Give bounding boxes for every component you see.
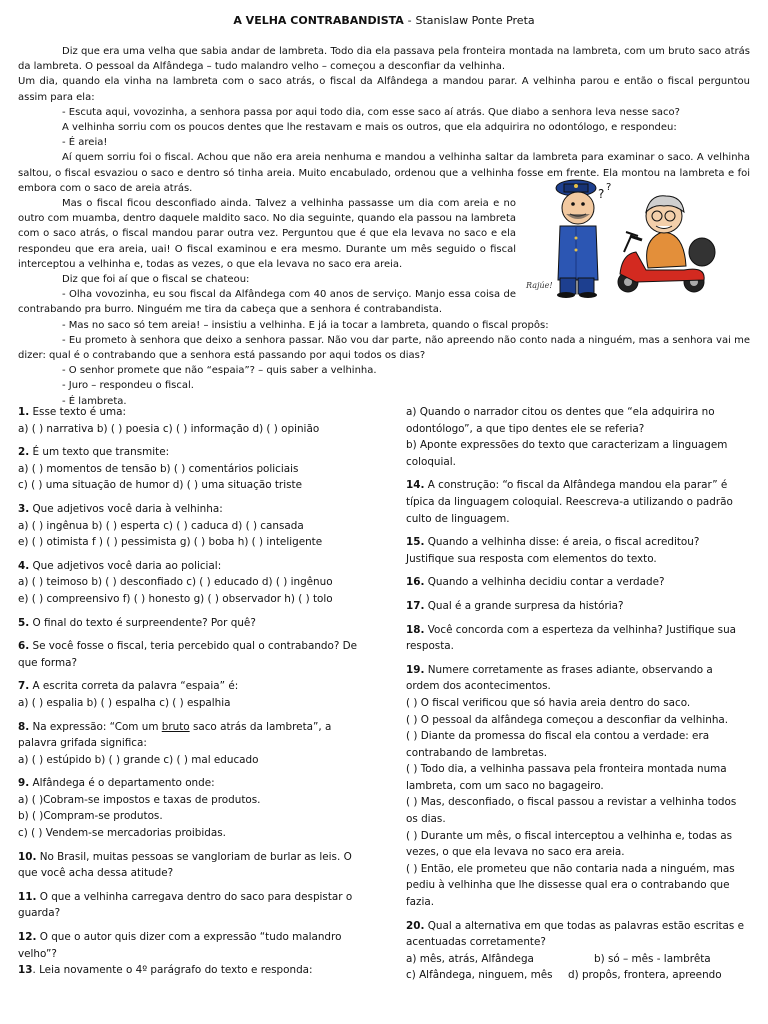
question-text: Alfândega é o departamento onde: bbox=[29, 777, 215, 790]
question-text: Que adjetivos você daria ao policial: bbox=[29, 559, 222, 572]
question-text: Quando a velhinha disse: é areia, o fiscal acreditou? Justifique sua resposta com elementos do texto. bbox=[406, 536, 700, 565]
answer-option-c: c) Alfândega, ninguem, mês bbox=[406, 969, 553, 982]
question-number: 10. bbox=[18, 850, 37, 863]
answer-options: a) ( )Cobram-se impostos e taxas de produtos. bbox=[18, 793, 261, 806]
question-10 bbox=[18, 849, 358, 882]
question-number: 18. bbox=[406, 623, 425, 636]
question-number: 13 bbox=[18, 964, 33, 977]
question-9 bbox=[18, 775, 358, 841]
story-paragraph: Diz que era uma velha que sabia andar de lambreta. Todo dia ela passava pela fronteira montada na lambreta, com um bruto saco atrás da lambreta. O pessoal da Alfândega – tudo malandro velho – começou a desconfiar da velhinha. bbox=[18, 46, 750, 73]
question-number: 8. bbox=[18, 720, 30, 733]
question-text: O que o autor quis dizer com a expressão “tudo malandro velho”? bbox=[18, 931, 342, 960]
question-text: O final do texto é surpreendente? Por quê? bbox=[29, 616, 256, 629]
ordering-item: ( ) Mas, desconfiado, o fiscal passou a revistar a velhinha todos os dias. bbox=[406, 796, 737, 826]
question-text: a) Quando o narrador citou os dentes que “ela adquirira no odontólogo”, a que tipo dentes ele se referia? bbox=[406, 406, 715, 435]
answer-options: c) ( ) uma situação de humor d) ( ) uma situação triste bbox=[18, 479, 302, 492]
underlined-word: bruto bbox=[161, 720, 190, 733]
story-dialogue: - É lambreta. bbox=[62, 395, 127, 407]
question-14 bbox=[406, 477, 746, 527]
question-6 bbox=[18, 638, 358, 671]
answer-option-a: a) mês, atrás, Alfândega bbox=[406, 952, 534, 965]
answer-option-d: d) propôs, frontera, apreendo bbox=[568, 969, 722, 982]
question-text: A construção: “o fiscal da Alfândega mandou ela parar” é típica da linguagem coloquial. Reescreva-a utilizando o padrão culto de linguagem. bbox=[406, 479, 733, 525]
svg-text:?: ? bbox=[598, 187, 605, 201]
answer-options: a) ( ) ingênua b) ( ) esperta c) ( ) caduca d) ( ) cansada bbox=[18, 519, 304, 532]
story-paragraph: Diz que foi aí que o fiscal se chateou: bbox=[62, 274, 250, 286]
question-text: Se você fosse o fiscal, teria percebido qual o contrabando? De que forma? bbox=[18, 640, 358, 669]
ordering-item: ( ) Todo dia, a velhinha passava pela fronteira montada numa lambreta, com um saco no bagageiro. bbox=[406, 763, 727, 792]
answer-row bbox=[406, 951, 746, 968]
story-paragraph: Aí quem sorriu foi o fiscal. Achou que não era areia nenhuma e mandou a velhinha saltar da lambreta para examinar o saco. A velhinha saltou, o fiscal esvaziou o saco e dentro só tinha areia. Muito encabulado, ordenou que a velhinha fosse em frente. Ela montou na lambreta e foi embora com o saco de areia atrás. bbox=[18, 152, 750, 194]
question-text: É um texto que transmite: bbox=[29, 446, 170, 459]
story-dialogue: - Juro – respondeu o fiscal. bbox=[62, 380, 194, 392]
question-1 bbox=[18, 404, 358, 437]
question-number: 20. bbox=[406, 919, 425, 932]
ordering-item: ( ) Então, ele prometeu que não contaria nada a ninguém, mas pediu à velhinha que lhe dissesse qual era o contrabando que fazia. bbox=[406, 862, 735, 909]
question-2 bbox=[18, 444, 358, 494]
policeman-figure bbox=[556, 180, 598, 298]
question-number: 7. bbox=[18, 680, 30, 693]
cartoon-illustration bbox=[524, 170, 724, 300]
answer-options: a) ( ) estúpido b) ( ) grande c) ( ) mal educado bbox=[18, 753, 259, 766]
question-text: Que adjetivos você daria à velhinha: bbox=[29, 502, 223, 515]
question-text: A escrita correta da palavra “espaia” é: bbox=[29, 680, 239, 693]
illustration-signature: Rajúe! bbox=[526, 281, 553, 290]
answer-options: b) ( )Compram-se produtos. bbox=[18, 810, 163, 823]
title-separator: - bbox=[407, 14, 412, 27]
question-4 bbox=[18, 558, 358, 608]
answer-options: a) ( ) narrativa b) ( ) poesia c) ( ) informação d) ( ) opinião bbox=[18, 422, 320, 435]
story-dialogue: - Olha vovozinha, eu sou fiscal da Alfândega com 40 anos de serviço. Manjo essa coisa de contrabando pra burro. Ninguém me tira da cabeça que a senhora é contrabandista. bbox=[18, 289, 516, 316]
question-13b bbox=[406, 437, 746, 470]
answer-options: a) ( ) momentos de tensão b) ( ) comentários policiais bbox=[18, 462, 299, 475]
answer-options: a) ( ) teimoso b) ( ) desconfiado c) ( ) educado d) ( ) ingênuo bbox=[18, 576, 333, 589]
question-16 bbox=[406, 574, 746, 591]
question-13 bbox=[18, 962, 358, 979]
question-8 bbox=[18, 719, 358, 769]
author-name: Stanislaw Ponte Preta bbox=[415, 14, 535, 27]
question-text: Quando a velhinha decidiu contar a verdade? bbox=[424, 576, 665, 589]
questions-right-column bbox=[406, 404, 746, 991]
answer-option-b: b) só – mês - lambrêta bbox=[594, 952, 711, 965]
question-number: 5. bbox=[18, 616, 30, 629]
question-11 bbox=[18, 889, 358, 922]
questions-left-column bbox=[18, 404, 358, 986]
question-number: 15. bbox=[406, 536, 425, 549]
ordering-item: ( ) O fiscal verificou que só havia areia dentro do saco. bbox=[406, 696, 691, 709]
question-7 bbox=[18, 678, 358, 711]
question-text: No Brasil, muitas pessoas se vangloriam de burlar as leis. O que você acha dessa atitude? bbox=[18, 850, 352, 880]
question-number: 11. bbox=[18, 890, 37, 903]
question-number: 14. bbox=[406, 479, 425, 492]
ordering-item: ( ) Diante da promessa do fiscal ela contou a verdade: era contrabando de lambretas. bbox=[406, 730, 710, 759]
question-number: 1. bbox=[18, 406, 30, 418]
question-number: 4. bbox=[18, 559, 30, 572]
question-number: 6. bbox=[18, 640, 30, 653]
question-number: 16. bbox=[406, 576, 425, 589]
question-text: Qual a alternativa em que todas as palavras estão escritas e acentuadas corretamente? bbox=[406, 919, 745, 949]
svg-text:?: ? bbox=[606, 182, 612, 193]
answer-options: e) ( ) otimista f ) ( ) pessimista g) ( ) boba h) ( ) inteligente bbox=[18, 536, 323, 549]
question-19 bbox=[406, 662, 746, 911]
question-20 bbox=[406, 918, 746, 984]
question-5 bbox=[18, 615, 358, 632]
story-paragraph: A velhinha sorriu com os poucos dentes que lhe restavam e mais os outros, que ela adquirira no odontólogo, e respondeu: bbox=[62, 122, 677, 134]
question-text: O que a velhinha carregava dentro do saco para despistar o guarda? bbox=[18, 890, 353, 920]
answer-row bbox=[406, 967, 746, 984]
story-dialogue: - O senhor promete que não “espaia”? – quis saber a velhinha. bbox=[62, 365, 377, 377]
question-number: 3. bbox=[18, 502, 30, 515]
question-text: . Leia novamente o 4º parágrafo do texto e responda: bbox=[32, 964, 313, 977]
question-number: 12. bbox=[18, 931, 37, 944]
ordering-item: ( ) O pessoal da alfândega começou a desconfiar da velhinha. bbox=[406, 713, 729, 726]
story-dialogue: - É areia! bbox=[62, 137, 108, 149]
page-title bbox=[0, 14, 768, 27]
ordering-item: ( ) Durante um mês, o fiscal interceptou a velhinha e, todas as vezes, o que ela levava no saco era areia. bbox=[406, 829, 733, 859]
question-text: b) Aponte expressões do texto que caracterizam a linguagem coloquial. bbox=[406, 439, 728, 468]
question-text: Esse texto é uma: bbox=[29, 406, 127, 418]
question-13a bbox=[406, 404, 746, 437]
question-number: 9. bbox=[18, 777, 30, 790]
story-dialogue: - Mas no saco só tem areia! – insistiu a velhinha. E já ia tocar a lambreta, quando o fiscal propôs: bbox=[62, 319, 549, 331]
title-text: A VELHA CONTRABANDISTA bbox=[233, 14, 404, 27]
question-text: Na expressão: “Com um bbox=[29, 720, 162, 733]
question-12 bbox=[18, 929, 358, 962]
question-text: Você concorda com a esperteza da velhinha? Justifique sua resposta. bbox=[406, 623, 737, 653]
answer-options: c) ( ) Vendem-se mercadorias proibidas. bbox=[18, 827, 226, 840]
question-text: saco atrás da lambreta”, a palavra grifada significa: bbox=[18, 720, 332, 750]
question-number: 2. bbox=[18, 446, 30, 459]
story-paragraph: Mas o fiscal ficou desconfiado ainda. Talvez a velhinha passasse um dia com areia e no outro com muamba, dentro daquele maldito saco. No dia seguinte, quando ela passou na lambreta com o saco atrás, o fiscal mandou parar outra vez. Perguntou que é que ela levava no saco e ela respondeu que era areia, uai! O fiscal examinou e era mesmo. Durante um mês seguido o fiscal interceptou a velhinha e, todas as vezes, o que ela levava no saco era areia. bbox=[18, 198, 516, 270]
answer-options: a) ( ) espalia b) ( ) espalha c) ( ) espalhia bbox=[18, 696, 231, 709]
question-15 bbox=[406, 534, 746, 567]
question-text: Qual é a grande surpresa da história? bbox=[424, 599, 624, 612]
question-3 bbox=[18, 501, 358, 551]
question-text: Numere corretamente as frases adiante, observando a ordem dos acontecimentos. bbox=[406, 663, 713, 693]
answer-options: e) ( ) compreensivo f) ( ) honesto g) ( ) observador h) ( ) tolo bbox=[18, 592, 333, 605]
story-dialogue: - Eu prometo à senhora que deixo a senhora passar. Não vou dar parte, não apreendo não conto nada a ninguém, mas a senhora vai me dizer: qual é o contrabando que a senhora está passando por aqui todos os dias? bbox=[18, 334, 750, 362]
question-number: 19. bbox=[406, 663, 425, 676]
story-dialogue: - Escuta aqui, vovozinha, a senhora passa por aqui todo dia, com esse saco aí atrás. Que diabo a senhora leva nesse saco? bbox=[62, 106, 680, 118]
question-number: 17. bbox=[406, 599, 425, 612]
story-paragraph: Um dia, quando ela vinha na lambreta com o saco atrás, o fiscal da Alfândega a mandou parar. A velhinha parou e então o fiscal perguntou assim para ela: bbox=[18, 76, 750, 103]
question-17 bbox=[406, 598, 746, 615]
question-18 bbox=[406, 622, 746, 655]
